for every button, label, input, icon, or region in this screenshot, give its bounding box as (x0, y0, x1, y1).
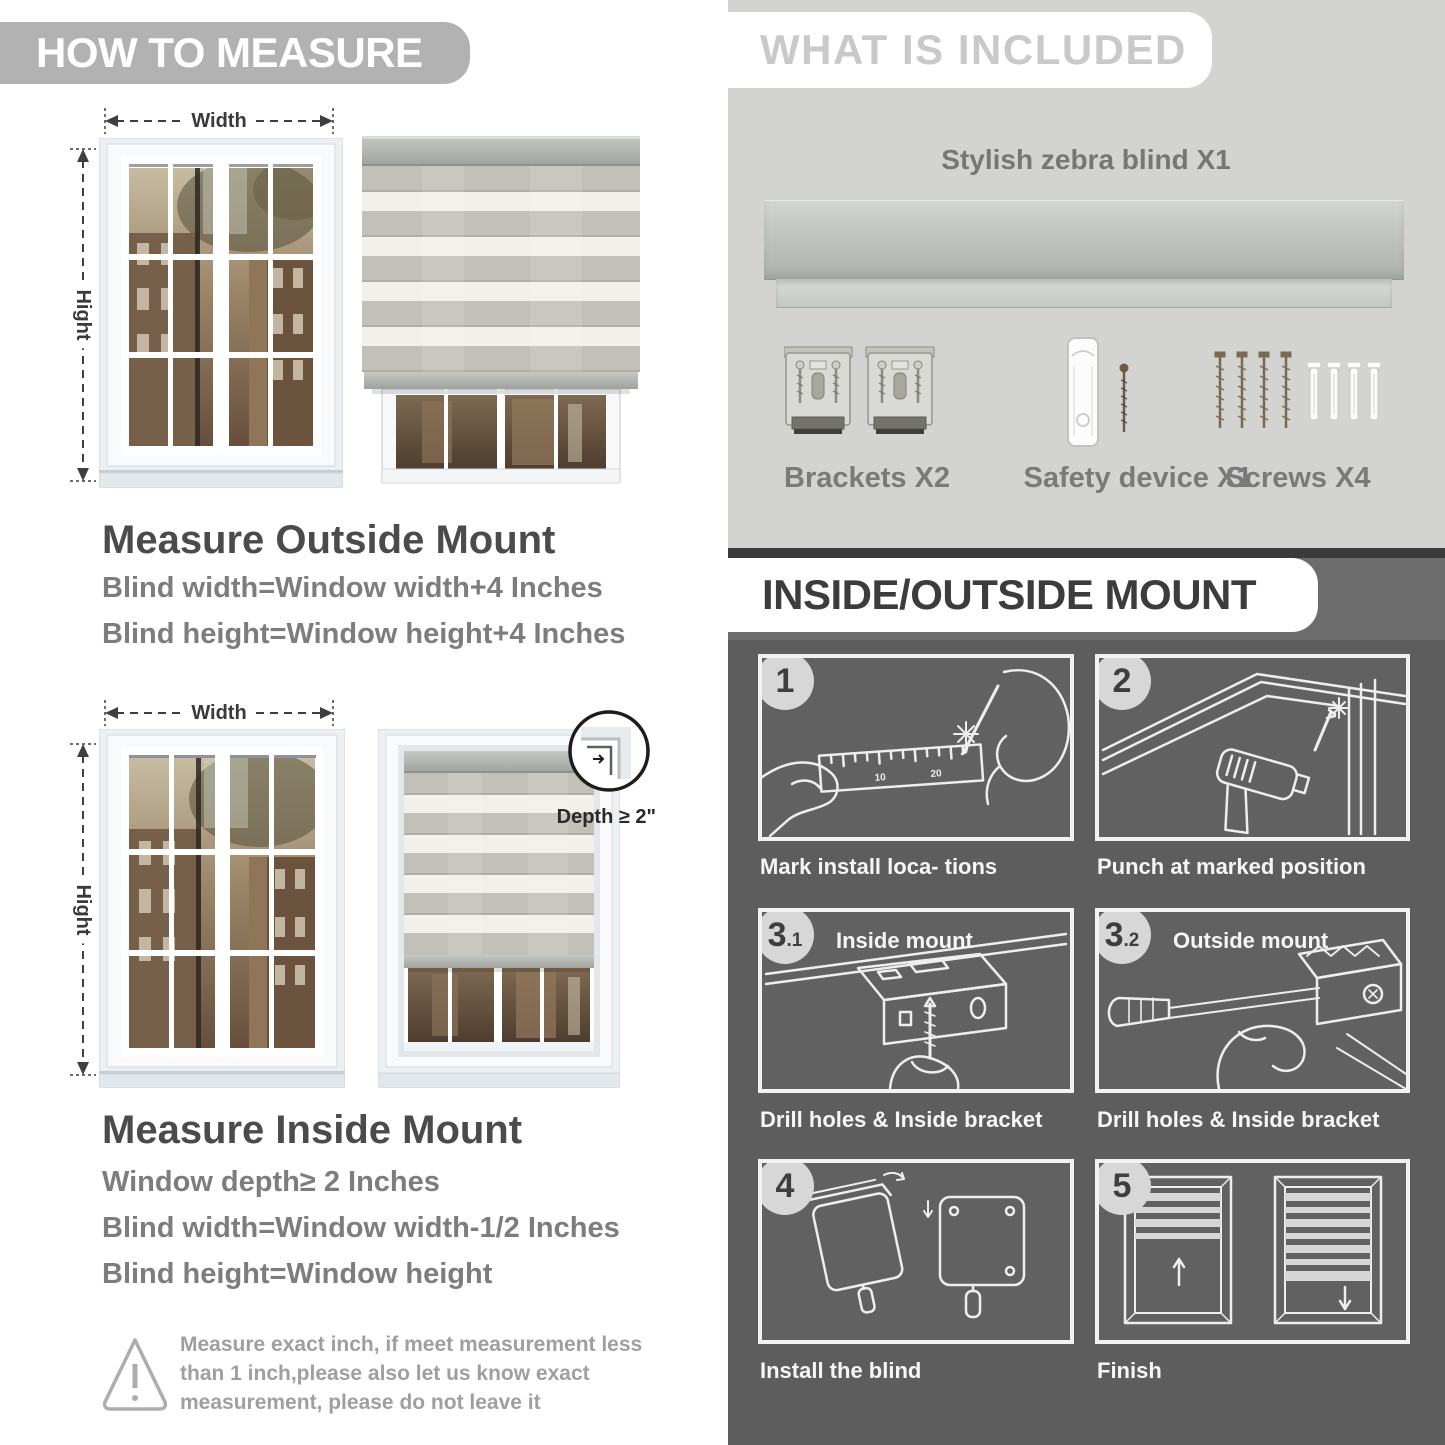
svg-text:10: 10 (874, 772, 887, 784)
mount-header (700, 558, 1318, 632)
step-2-tile (1095, 654, 1410, 841)
inside-mount-line1: Window depth≥ 2 Inches (102, 1166, 440, 1198)
inside-width-dimension (102, 700, 336, 726)
step-4-badge: 4 (758, 1159, 814, 1215)
warning-line1: Measure exact inch, if meet measurement less (180, 1333, 643, 1356)
outside-mount-blind-photo (362, 126, 640, 495)
screws-label: Screws X4 (1225, 462, 1371, 494)
zebra-blind-headrail-lip (776, 279, 1392, 308)
warning-icon (100, 1332, 170, 1416)
step-5-badge: 5 (1095, 1159, 1151, 1215)
warning-line2: than 1 inch,please also let us know exact (180, 1362, 590, 1385)
zebra-blind-illustration (362, 126, 640, 495)
step-1-caption: Mark install loca- tions (760, 854, 998, 879)
step-3-2-tile (1095, 908, 1410, 1093)
step-3-1-caption: Drill holes & Inside bracket (760, 1107, 1043, 1132)
zebra-blind-headrail (764, 200, 1404, 280)
safety-device-image (1060, 336, 1160, 454)
inside-height-dimension (70, 741, 96, 1078)
depth-label: Depth ≥ 2" (556, 806, 656, 828)
what-is-included-header (700, 12, 1212, 88)
outside-height-dimension (70, 146, 96, 484)
how-to-measure-title: HOW TO MEASURE (36, 29, 423, 76)
step-1-badge: 1 (758, 654, 814, 710)
screws-icon (1212, 350, 1382, 440)
inside-mount-line2: Blind width=Window width-1/2 Inches (102, 1212, 620, 1244)
hight-label: Hight (71, 876, 95, 943)
warning-line3: measurement, please do not leave it (180, 1391, 541, 1414)
step-1-tile (758, 654, 1074, 841)
outside-width-dimension (102, 108, 336, 134)
step-5-caption: Finish (1097, 1358, 1162, 1383)
inside-mount-title: Measure Inside Mount (102, 1108, 523, 1152)
inside-mount-line3: Blind height=Window height (102, 1258, 493, 1290)
step-3-1-tile (758, 908, 1074, 1093)
magnifier-icon (565, 707, 653, 795)
how-to-measure-header (0, 22, 470, 84)
brackets-icon (784, 345, 944, 445)
step-3-2-label: Outside mount (1173, 928, 1329, 953)
step-2-badge: 2 (1095, 654, 1151, 710)
step-4-tile (758, 1159, 1074, 1344)
step-3-1-label: Inside mount (836, 928, 973, 953)
hight-label: Hight (71, 281, 95, 348)
outside-mount-window-photo (99, 138, 343, 488)
outside-mount-line2: Blind height=Window height+4 Inches (102, 618, 626, 650)
brackets-label: Brackets X2 (784, 462, 951, 494)
step-2-caption: Punch at marked position (1097, 854, 1366, 879)
svg-text:20: 20 (930, 768, 943, 781)
window-illustration (99, 138, 343, 488)
what-is-included-title: WHAT IS INCLUDED (760, 26, 1187, 73)
depth-magnifier (565, 707, 653, 795)
outside-mount-title: Measure Outside Mount (102, 518, 556, 562)
width-label: Width (183, 701, 254, 725)
screws-image (1212, 350, 1382, 440)
divider-strip (728, 548, 1445, 558)
safety-device-icon (1060, 336, 1160, 454)
step-4-caption: Install the blind (760, 1358, 922, 1383)
outside-mount-line1: Blind width=Window width+4 Inches (102, 572, 603, 604)
brackets-image (784, 345, 944, 445)
window-illustration (99, 729, 345, 1088)
step-3-1-badge: 3 .1 (758, 908, 814, 964)
mount-title: INSIDE/OUTSIDE MOUNT (762, 571, 1257, 618)
warning-text (180, 1330, 642, 1417)
width-label: Width (183, 109, 254, 133)
blind-item-label: Stylish zebra blind X1 (941, 144, 1231, 175)
inside-mount-window-photo (99, 729, 345, 1088)
step-5-tile (1095, 1159, 1410, 1344)
step-3-2-badge: 3 .2 (1095, 908, 1151, 964)
step-3-2-caption: Drill holes & Inside bracket (1097, 1107, 1380, 1132)
safety-device-label: Safety device X1 (1023, 462, 1253, 494)
